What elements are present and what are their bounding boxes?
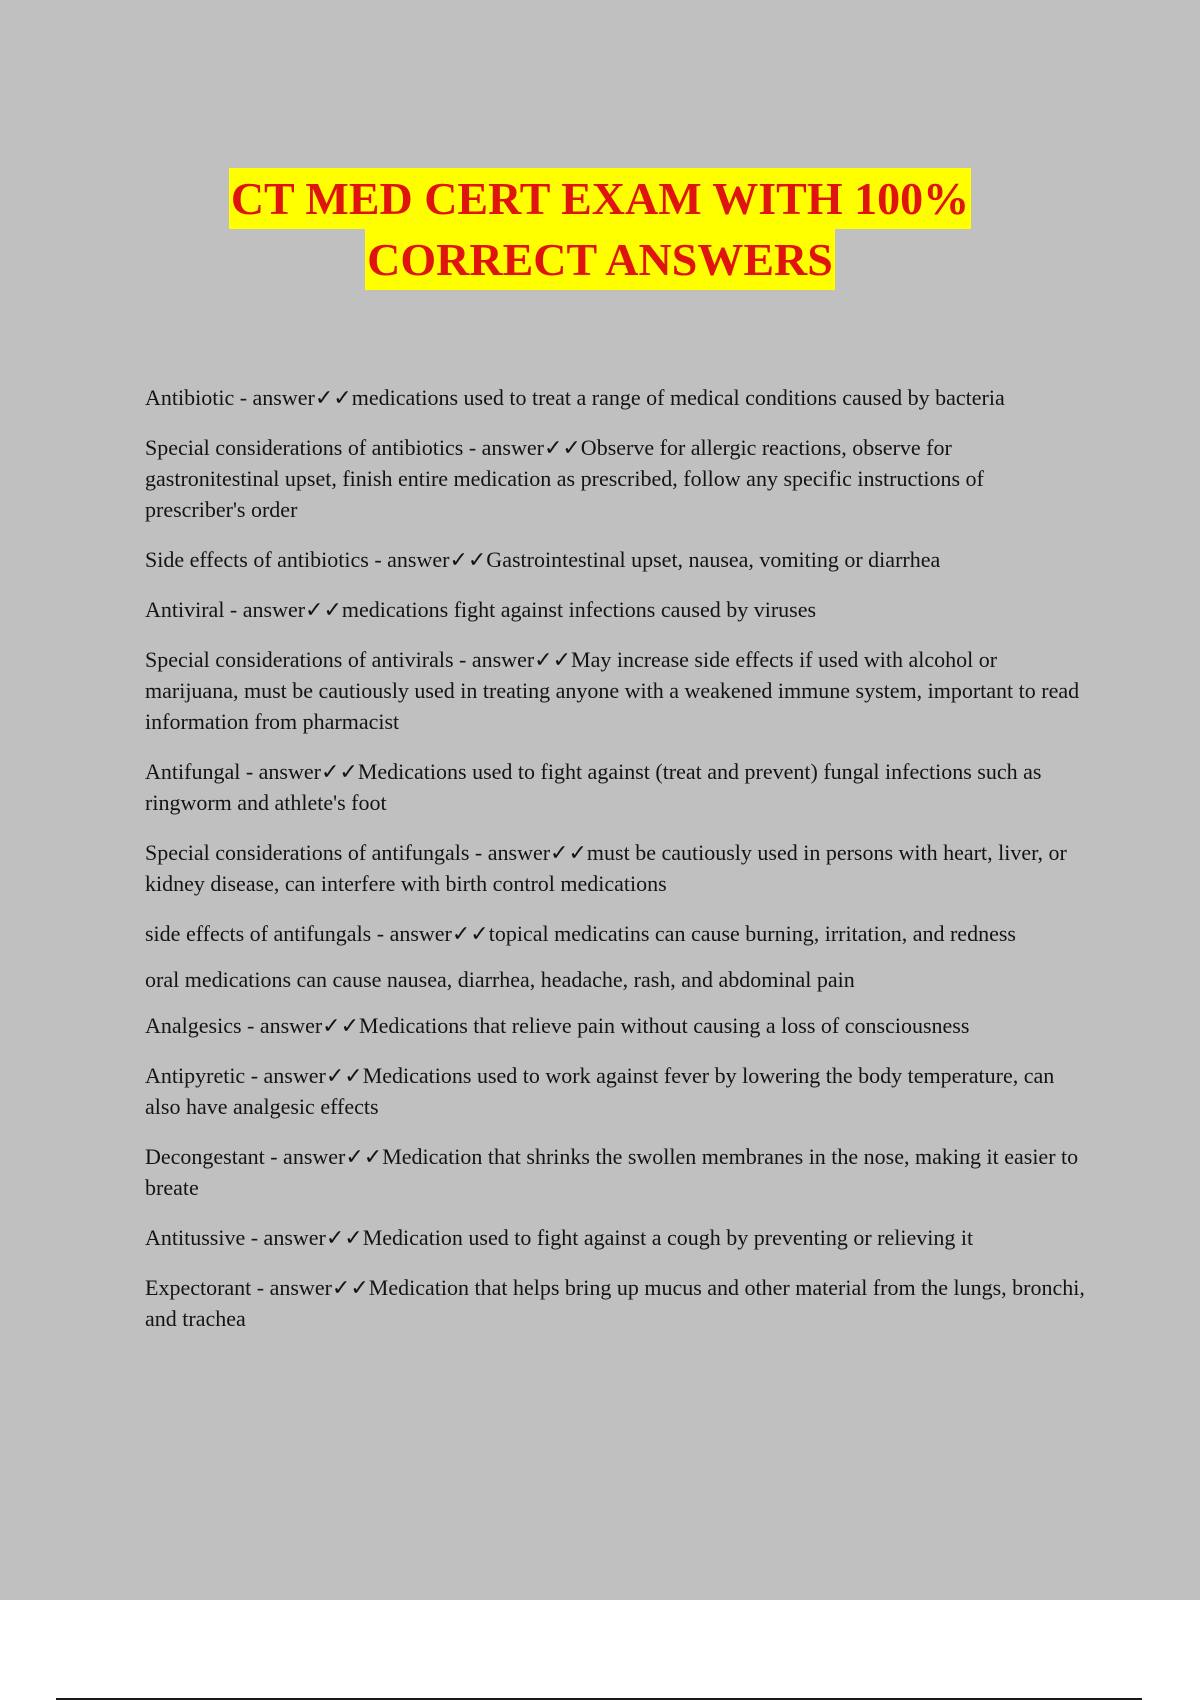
qa-entry-antibiotic: Antibiotic - answer✓✓medications used to treat a range of medical conditions caused by bacteria: [145, 385, 1005, 410]
qa-entry-antipyretic: Antipyretic - answer✓✓Medications used to work against fever by lowering the body temperature, can also have analgesic effects: [145, 1063, 1055, 1119]
qa-list: [145, 382, 1085, 1353]
title-line-1: CT MED CERT EXAM WITH 100%: [229, 168, 971, 229]
qa-entry-antivirals-considerations: Special considerations of antivirals - answer✓✓May increase side effects if used with alcohol or marijuana, must be cautiously used in treating anyone with a weakened immune system, important to read information from pharmacist: [145, 647, 1080, 734]
title-line-2: CORRECT ANSWERS: [365, 229, 835, 290]
document-title: [0, 168, 1200, 290]
qa-entry-antifungal: Antifungal - answer✓✓Medications used to fight against (treat and prevent) fungal infections such as ringworm and athlete's foot: [145, 759, 1042, 815]
qa-entry-antifungals-side-effects: side effects of antifungals - answer✓✓topical medicatins can cause burning, irritation, and redness: [145, 921, 1016, 946]
qa-entry-oral-medications: oral medications can cause nausea, diarrhea, headache, rash, and abdominal pain: [145, 967, 855, 992]
qa-entry-antiviral: Antiviral - answer✓✓medications fight against infections caused by viruses: [145, 597, 817, 622]
qa-entry-antitussive: Antitussive - answer✓✓Medication used to fight against a cough by preventing or relieving it: [145, 1225, 974, 1250]
qa-entry-decongestant: Decongestant - answer✓✓Medication that shrinks the swollen membranes in the nose, making it easier to breate: [145, 1144, 1079, 1200]
qa-entry-antifungals-considerations: Special considerations of antifungals - answer✓✓must be cautiously used in persons with heart, liver, or kidney disease, can interfere with birth control medications: [145, 840, 1067, 896]
qa-entry-expectorant: Expectorant - answer✓✓Medication that helps bring up mucus and other material from the lungs, bronchi, and trachea: [145, 1275, 1085, 1331]
qa-entry-analgesics: Analgesics - answer✓✓Medications that relieve pain without causing a loss of consciousness: [145, 1013, 970, 1038]
qa-entry-antibiotics-side-effects: Side effects of antibiotics - answer✓✓Gastrointestinal upset, nausea, vomiting or diarrhea: [145, 547, 941, 572]
qa-entry-antibiotics-considerations: Special considerations of antibiotics - answer✓✓Observe for allergic reactions, observe for gastronitestinal upset, finish entire medication as prescribed, follow any specific instructions of prescriber's order: [145, 435, 984, 522]
